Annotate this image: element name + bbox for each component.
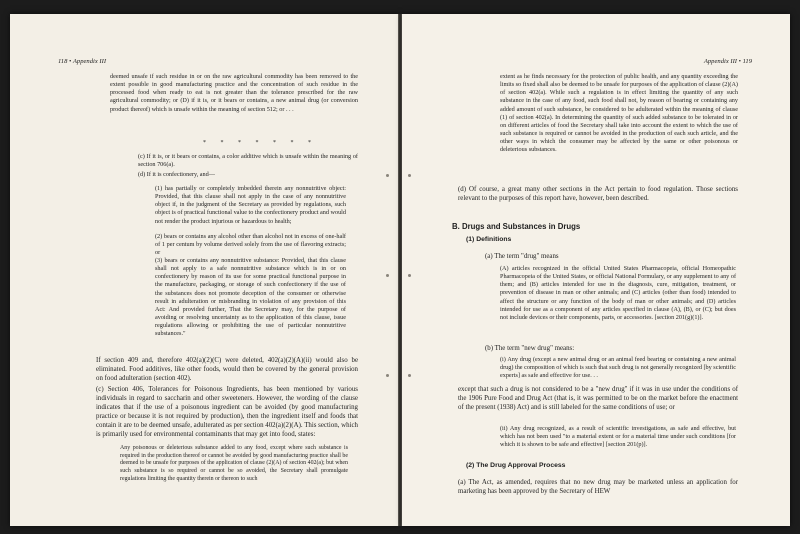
subsection-definitions: (1) Definitions	[466, 236, 512, 243]
paragraph-except: except that such a drug is not considered to be a "new drug" if it was in use under the conditions of the 1906 Pure Food and Drug Act (that is, it was permitted to be on the market before the enactment of the present (1938) Act) and is still labeled for the same conditions of use; or	[458, 386, 738, 412]
paragraph-section-409: If section 409 and, therefore 402(a)(2)(C) were deleted, 402(a)(2)(A)(ii) would also be eliminated. Food additives, like other foods, would then be covered by the general provision on food adulteration (section 402).	[96, 357, 358, 383]
ellipsis-stars: * * * * * * *	[203, 140, 318, 146]
binding-hole	[408, 274, 411, 277]
binding-hole	[408, 374, 411, 377]
continued-quote: extent as he finds necessary for the protection of public health, and any quantity exceeding the limits so fixed shall also be deemed to be unsafe for purposes of the application of clause (2)(A) of section 402(a). While such a regulation is in effect limiting the quantity of any such substance in the case of any food, such food shall not, by reason of bearing or containing any added amount of such substance, be considered to be adulterated within the meaning of clause (1) of section 402(a). In determining the quantity of such added substance to be tolerated in or on different articles of food the Secretary shall take into account the extent to which the use of such substance is required or cannot be avoided in the production of each such article, and the other ways in which the consumer may be affected by the same or other poisonous or deleterious substances.	[500, 73, 738, 154]
continued-paragraph: deemed unsafe if such residue in or on the raw agricultural commodity has been removed to the extent possible in good manufacturing practice and the concentration of such residue in the processed food when ready to eat is not greater than the tolerance prescribed for the raw agricultural commodity; or (D) if it is, or it bears or contains, a new animal drug (or conversion product thereof) which is unsafe within the meaning of section 512; or . . .	[110, 73, 358, 113]
paragraph-section-406: (c) Section 406, Tolerances for Poisonous Ingredients, has been mentioned by various individuals in regard to saccharin and other sweeteners. However, the wording of the clause indicates that if the use of a poisonous ingredient can be avoided (by good manufacturing practice or because it is not required by production), then the ingredient itself and foods that contain it are to be deemed unsafe, adulterated as per section 402(a)(2)(A). This section, which is primarily used for environmental contaminants that may get into food, states:	[96, 386, 358, 439]
right-page	[402, 14, 790, 526]
left-page	[10, 14, 398, 526]
paragraph-d: (d) If it is confectionery, and—	[138, 171, 215, 178]
definition-drug: (A) articles recognized in the official United States Pharmacopeia, official Homeopathic Pharmacopeia of the United States, or official National Formulary, or any supplement to any of them; and (B) articles intended for use in the diagnosis, cure, mitigation, treatment, or prevention of disease in man or other animals; and (C) articles (other than food) intended to affect the structure or any function of the body of man or other animals; and (D) articles intended for use as a component of any articles specified in clause (A), (B), or (C); but does not include devices or their components, parts, or accessories. [section 201(g)(1)].	[500, 265, 736, 321]
section-heading-b: B. Drugs and Substances in Drugs	[452, 222, 581, 231]
list-item-3: (3) bears or contains any nonnutritive substance: Provided, that this clause shall not apply to a safe nonnutritive substance which is in or on confectionery by reason of its use for some practical functional purpose in the manufacture, packaging, or storage of such confectionery if the use of the substances does not promote deception of the consumer or otherwise result in adulteration or misbranding in violation of any provision of this Act: And provided further, That the Secretary may, for the purpose of avoiding or resolving uncertainty as to the application of this clause, issue regulations allowing or prohibiting the use of particular nonnutritive substances."	[155, 257, 346, 338]
binding-hole	[386, 374, 389, 377]
binding-hole	[408, 174, 411, 177]
list-item-1: (1) has partially or completely imbedded therein any nonnutritive object: Provided, that this clause shall not apply in the case of any nonnutritive object if, in the judgment of the Secretary as provided by regulations, such object is of practical functional value to the confectionery product and would not render the product injurious or hazardous to health;	[155, 185, 346, 225]
block-quote-406: Any poisonous or deleterious substance added to any food, except where such substance is required in the production thereof or cannot be avoided by good manufacturing practice shall be deemed to be unsafe for purposes of the application of clause (2)(A) of section 402(a); but when such substance is so required or cannot be so avoided, the Secretary shall promulgate regulations limiting the quantity therein or thereon to such	[120, 445, 348, 482]
running-head-right: Appendix III • 119	[703, 58, 752, 65]
term-drug: (a) The term "drug" means	[485, 253, 559, 260]
term-new-drug: (b) The term "new drug" means:	[485, 345, 575, 352]
paragraph-d-right: (d) Of course, a great many other sections in the Act pertain to food regulation. Those sections relevant to the purposes of this report have, however, been described.	[458, 186, 738, 203]
paragraph-approval: (a) The Act, as amended, requires that no new drug may be marketed unless an application for marketing has been approved by the Secretary of HEW	[458, 479, 738, 496]
definition-new-drug: (i) Any drug (except a new animal drug or an animal feed bearing or containing a new animal drug) the composition of which is such that such drug is not generally recognized [by scientific experts] as safe and effective for use. . .	[500, 356, 736, 380]
binding-hole	[386, 274, 389, 277]
running-head-left: 118 • Appendix III	[58, 58, 107, 65]
binding-hole	[386, 174, 389, 177]
subsection-drug-approval: (2) The Drug Approval Process	[466, 462, 566, 469]
definition-ii: (ii) Any drug recognized, as a result of scientific investigations, as safe and effective, but which has not been used "to a material extent or for a material time under such conditions [for which it is shown to be safe and effective] [section 201(p)].	[500, 425, 736, 449]
paragraph-c: (c) If it is, or it bears or contains, a color additive which is unsafe within the meaning of section 706(a).	[138, 153, 358, 169]
list-item-2: (2) bears or contains any alcohol other than alcohol not in excess of one-half of 1 per centum by volume derived solely from the use of flavoring extracts; or	[155, 233, 346, 257]
